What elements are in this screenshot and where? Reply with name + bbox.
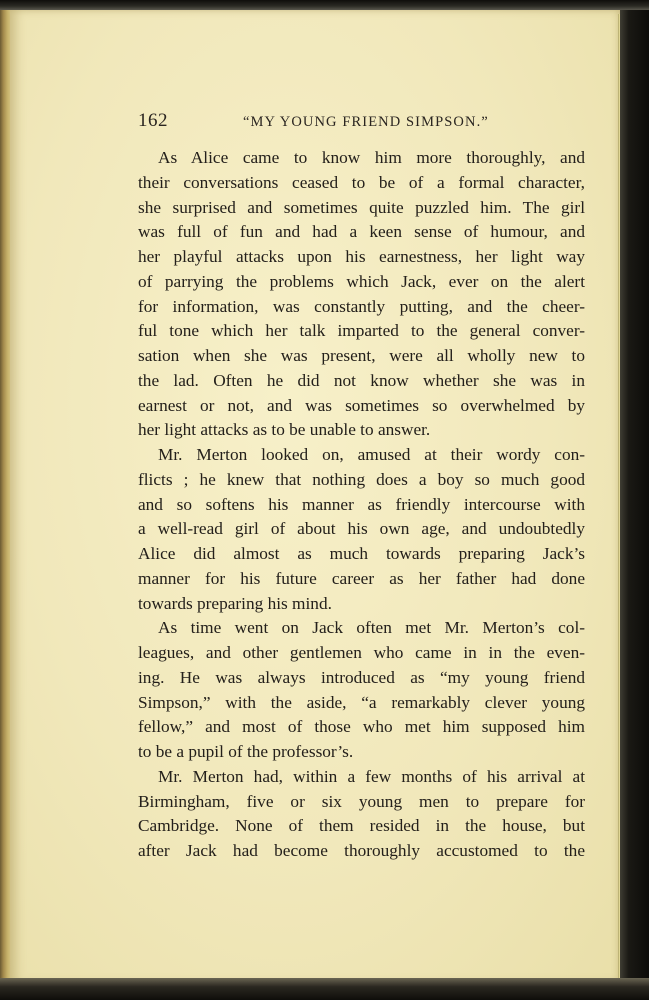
text-line: manner for his future career as her father had done bbox=[138, 568, 585, 588]
text-line: a well-read girl of about his own age, and undoubtedly bbox=[138, 519, 585, 539]
text-line: fellow,” and most of those who met him supposed him bbox=[138, 717, 585, 737]
scan-border-top bbox=[0, 0, 649, 10]
text-line: Cambridge. None of them resided in the house, but bbox=[138, 816, 585, 836]
text-line: Alice did almost as much towards preparing Jack’s bbox=[138, 544, 585, 563]
book-page bbox=[10, 9, 620, 984]
text-line: Simpson,” with the aside, “a remarkably clever young bbox=[138, 692, 585, 712]
text-line: flicts ; he knew that nothing does a boy so much good bbox=[138, 469, 585, 489]
page-header bbox=[10, 106, 620, 136]
scan-border-bottom bbox=[0, 978, 649, 1000]
text-line: her playful attacks upon his earnestness, her light way bbox=[138, 247, 585, 266]
text-line: her light attacks as to be unable to answer. bbox=[138, 420, 431, 440]
text-line: As time went on Jack often met Mr. Merton’s col- bbox=[158, 618, 585, 638]
page-number: 162 bbox=[138, 110, 168, 131]
text-line: to be a pupil of the professor’s. bbox=[138, 742, 354, 761]
text-line: earnest or not, and was sometimes so overwhelmed by bbox=[138, 395, 585, 415]
text-line: ing. He was always introduced as “my young friend bbox=[138, 667, 585, 687]
text-line: Birmingham, five or six young men to prepare for bbox=[138, 791, 585, 811]
text-line: the lad. Often he did not know whether she was in bbox=[138, 370, 585, 390]
text-line: sation when she was present, were all wholly new to bbox=[138, 346, 585, 365]
text-line: ful tone which her talk imparted to the general conver- bbox=[138, 321, 585, 341]
text-line: of parrying the problems which Jack, ever on the alert bbox=[138, 271, 585, 291]
text-line: for information, was constantly putting, and the cheer- bbox=[138, 296, 585, 316]
text-line: after Jack had become thoroughly accustomed to the bbox=[138, 841, 585, 860]
body-text bbox=[138, 146, 585, 864]
text-line: towards preparing his mind. bbox=[138, 593, 332, 613]
text-line: their conversations ceased to be of a formal character, bbox=[138, 172, 585, 192]
text-line: As Alice came to know him more thoroughly, and bbox=[158, 148, 585, 167]
text-line: leagues, and other gentlemen who came in in the even- bbox=[138, 643, 585, 662]
text-line: was full of fun and had a keen sense of humour, and bbox=[138, 222, 585, 242]
text-line: she surprised and sometimes quite puzzled him. The girl bbox=[138, 197, 585, 217]
scan-border-right bbox=[620, 0, 649, 1000]
text-line: Mr. Merton had, within a few months of his arrival at bbox=[158, 766, 585, 786]
text-line: and so softens his manner as friendly intercourse with bbox=[138, 494, 585, 514]
running-title: “MY YOUNG FRIEND SIMPSON.” bbox=[243, 114, 489, 130]
text-line: Mr. Merton looked on, amused at their wordy con- bbox=[158, 445, 585, 464]
